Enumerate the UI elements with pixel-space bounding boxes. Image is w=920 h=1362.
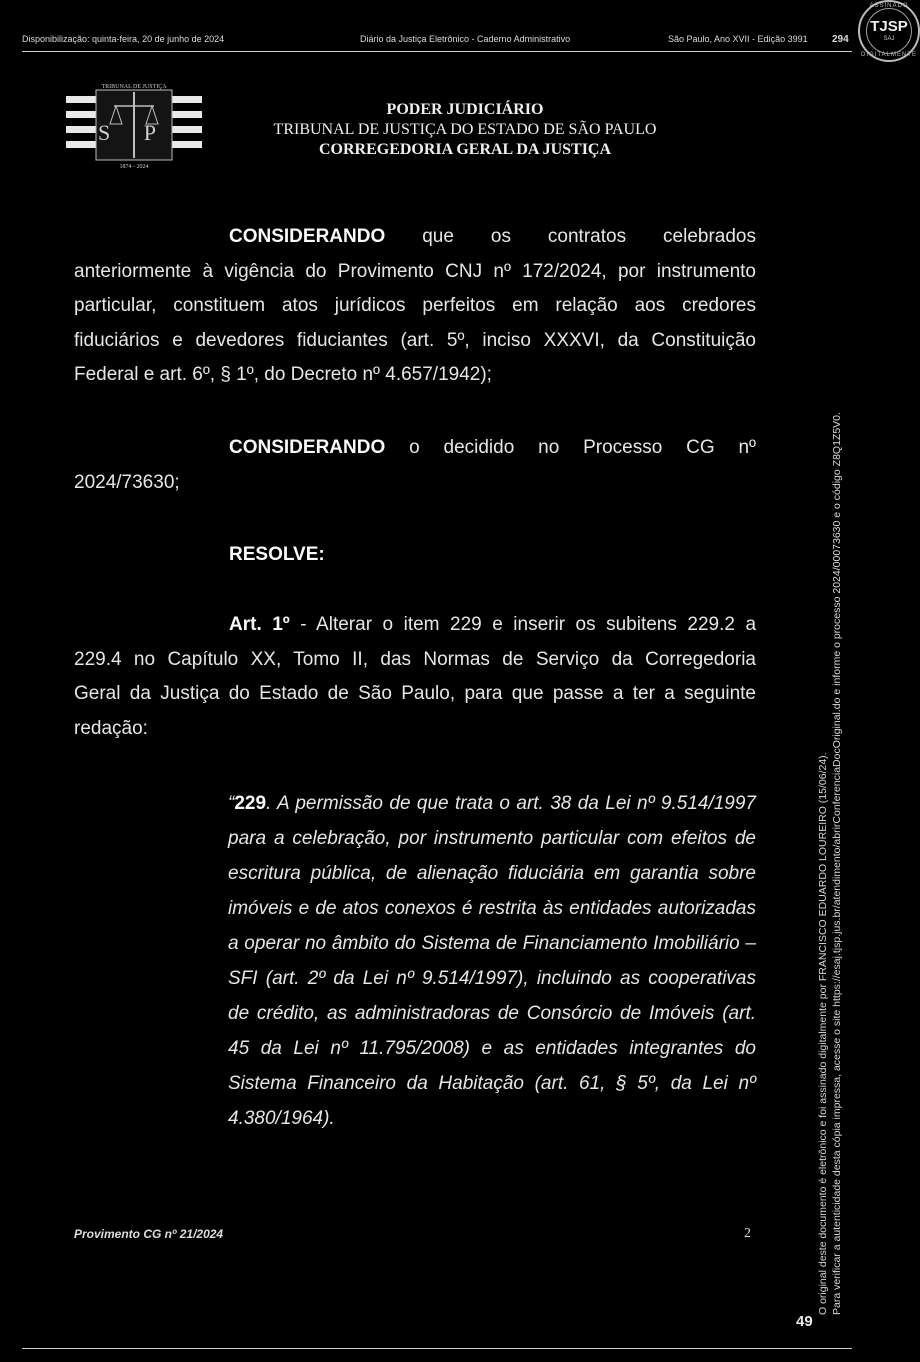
logo-letters: S P [98, 120, 170, 145]
logo-bottom-text: 1874 - 2024 [119, 164, 149, 170]
paragraph-line: fiduciários e devedores fiduciantes (art. 5º, inciso XXXVI, da Constituição [74, 329, 756, 351]
institution-line-1: PODER JUDICIÁRIO [386, 101, 544, 118]
item-number: 229 [234, 793, 267, 814]
logo-top-text: TRIBUNAL DE JUSTIÇA [101, 84, 167, 90]
authenticity-line-1: O original deste documento é eletrônico e foi assinado digitalmente por FRANCISCO EDUARDO LOUREIRO (15/06/24). [817, 752, 829, 1315]
paragraph-line: 229.4 no Capítulo XX, Tomo II, das Normas de Serviço da Corregedoria [74, 648, 756, 670]
journal-page-number: 294 [832, 34, 849, 45]
seal-sub: SAJ [883, 36, 895, 42]
footer-rule [22, 1348, 852, 1349]
considerando-paragraph-2 [74, 431, 756, 500]
institution-header [230, 100, 700, 160]
paragraph-line: CONSIDERANDO o decidido no Processo CG nº [229, 437, 756, 458]
paragraph-line: redação: [74, 717, 148, 739]
paragraph-line: Geral da Justiça do Estado de São Paulo, para que passe a ter a seguinte [74, 683, 756, 704]
digital-signature-seal [858, 0, 920, 62]
article-1-paragraph [74, 608, 756, 746]
article-keyword: Art. 1º [229, 614, 290, 635]
top-header [22, 34, 852, 48]
outer-page-number: 49 [796, 1313, 813, 1330]
seal-top-text: ASSINADO [869, 3, 909, 9]
institution-line-2: TRIBUNAL DE JUSTIÇA DO ESTADO DE SÃO PAULO [273, 121, 657, 138]
paragraph-line: particular, constituem atos jurídicos perfeitos em relação aos credores [74, 295, 756, 316]
institution-line-3: CORREGEDORIA GERAL DA JUSTIÇA [318, 141, 612, 158]
edition-info: São Paulo, Ano XVII - Edição 3991 [668, 34, 808, 44]
seal-bottom-text: DIGITALMENTE [861, 52, 917, 58]
considerando-paragraph-1 [74, 220, 756, 393]
journal-name: Diário da Justiça Eletrônico - Caderno Administrativo [360, 34, 571, 44]
quoted-item-229: “229. A permissão de que trata o art. 38 da Lei nº 9.514/1997 para a celebração, por instrumento particular com efeitos de escritura pública, de alienação fiduciária em garantia sobre imóveis e de atos conexos é restrita às entidades autorizadas a operar no âmbito do Sistema de Financiamento Imobiliário – SFI (art. 2º da Lei nº 9.514/1997), incluindo as cooperativas de crédito, as administradoras de Consórcio de Imóveis (art. 45 da Lei nº 11.795/2008) e as entidades integrantes do Sistema Financeiro da Habitação (art. 61, § 5º, da Lei nº 4.380/1964). [228, 793, 756, 1129]
authenticity-line-2: Para verificar a autenticidade desta cópia impressa, acesse o site https://esaj.tjsp.jus.br/atendimento/abrirConferenciaDocOriginal.do e informe o processo 2024/00073630 e o código Z8Q1Z5V0. [831, 412, 843, 1315]
considerando-keyword: CONSIDERANDO [229, 226, 386, 247]
tjsp-logo [66, 82, 202, 170]
availability-date: Disponibilização: quinta-feira, 20 de junho de 2024 [22, 34, 225, 44]
paragraph-line: Federal e art. 6º, § 1º, do Decreto nº 4.657/1942); [74, 364, 492, 385]
inner-page-number: 2 [744, 1226, 751, 1241]
header-rule [22, 51, 852, 52]
authenticity-note [816, 235, 844, 1315]
paragraph-line: anteriormente à vigência do Provimento CNJ nº 172/2024, por instrumento [74, 260, 756, 282]
considerando-keyword: CONSIDERANDO [229, 437, 386, 458]
paragraph-line: CONSIDERANDO que os contratos celebrados [229, 226, 756, 247]
seal-name: TJSP [870, 18, 908, 35]
provimento-footer: Provimento CG nº 21/2024 [74, 1227, 224, 1241]
paragraph-line: 2024/73630; [74, 471, 180, 493]
paragraph-line: Art. 1º - Alterar o item 229 e inserir os subitens 229.2 a [229, 614, 757, 635]
resolve-heading: RESOLVE: [229, 544, 325, 565]
item-text: . A permissão de que trata o art. 38 da Lei nº 9.514/1997 para a celebração, por instrumento particular com efeitos de escritura pública, de alienação fiduciária em garantia sobre imóveis e de atos conexos é restrita às entidades autorizadas a operar no âmbito do Sistema de Financiamento Imobiliário – SFI (art. 2º da Lei nº 9.514/1997), incluindo as cooperativas de crédito, as administradoras de Consórcio de Imóveis (art. 45 da Lei nº 11.795/2008) e as entidades integrantes do Sistema Financeiro da Habitação (art. 61, § 5º, da Lei nº 4.380/1964). [228, 793, 756, 1129]
